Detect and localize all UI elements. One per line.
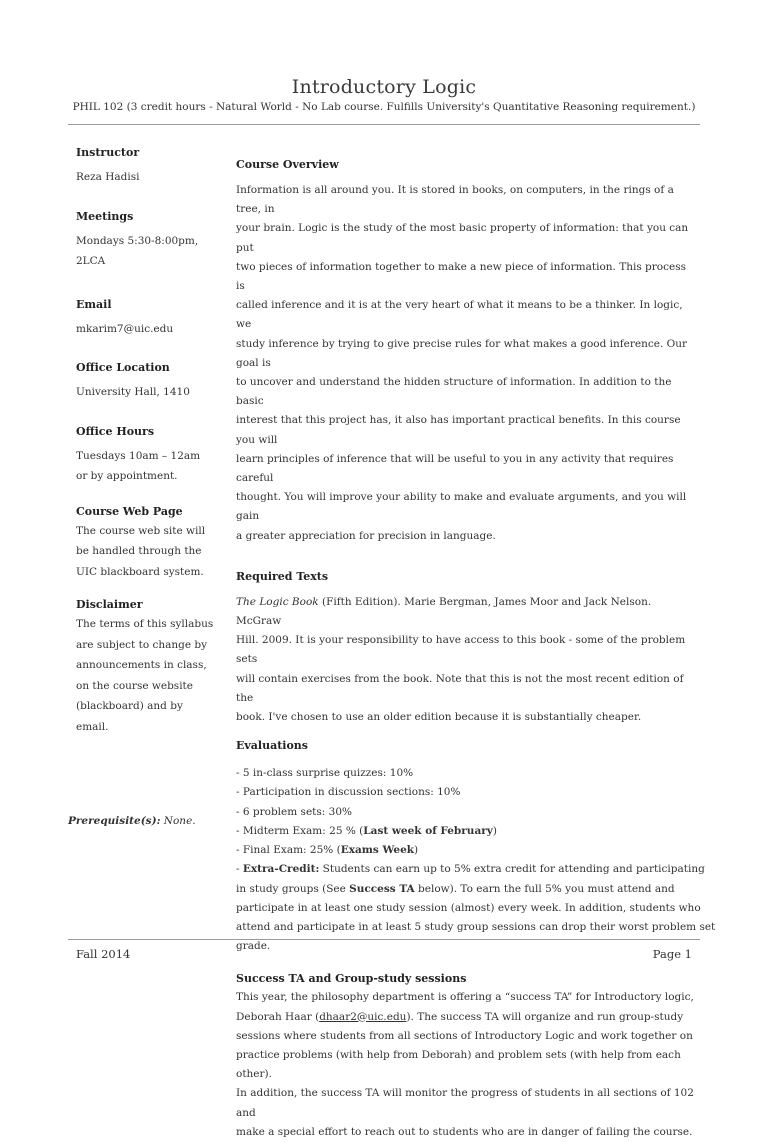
extra-credit-label: Extra-Credit:: [242, 863, 320, 876]
disclaimer-line: email.: [76, 720, 109, 733]
midterm-label: - Midterm Exam: 25 % (: [236, 824, 364, 837]
web-page-heading: Course Web Page: [76, 504, 183, 518]
final-date: Exams Week: [340, 844, 415, 857]
texts-line: [236, 593, 696, 631]
page-title: Introductory Logic: [291, 76, 477, 98]
overview-line: thought. You will improve your ability to make and evaluate arguments, and you will gain: [236, 491, 687, 523]
book-title: The Logic Book: [236, 595, 319, 608]
success-ta-line: make a special effort to reach out to students who are in danger of failing the course.: [236, 1125, 693, 1138]
overview-line: learn principles of inference that will be useful to you in any activity that requires careful: [236, 452, 674, 485]
instructor-name: Reza Hadisi: [76, 171, 140, 183]
web-page-line: be handled through the: [76, 545, 202, 557]
success-ta-paragraph: [236, 988, 696, 1142]
texts-line: Hill. 2009. It is your responsibility to have access to this book - some of the problem sets: [236, 634, 686, 666]
success-ta-ref: Success TA: [349, 882, 415, 895]
ta-name: Deborah Haar (: [236, 1010, 320, 1023]
extra-line-post: below). To earn the full 5% you must attend and: [414, 882, 675, 895]
course-subtitle: PHIL 102 (3 credit hours - Natural World - No Lab course. Fulfills University's Quantitative Reasoning requirement.): [72, 101, 696, 113]
overview-paragraph: [236, 181, 696, 546]
overview-line: to uncover and understand the hidden structure of information. In addition to the basic: [236, 376, 672, 408]
eval-quizzes: - 5 in-class surprise quizzes: 10%: [236, 767, 414, 780]
office-hours-time: Tuesdays 10am – 12am: [76, 449, 201, 462]
email-heading: Email: [76, 297, 112, 311]
ta-email-link[interactable]: dhaar2@uic.edu: [319, 1010, 407, 1023]
evaluations-heading: Evaluations: [236, 739, 308, 753]
overview-line: two pieces of information together to make a new piece of information. This process is: [236, 260, 686, 293]
midterm-date: Last week of February: [363, 824, 493, 837]
overview-line: your brain. Logic is the study of the most basic property of information: that you can put: [236, 222, 689, 254]
eval-extra-credit: [236, 860, 705, 879]
disclaimer-line: on the course website: [76, 679, 193, 692]
overview-line: interest that this project has, it also has important practical benefits. In this course you will: [236, 414, 681, 446]
ta-description: ). The success TA will organize and run group-study: [406, 1010, 684, 1023]
disclaimer-line: are subject to change by: [76, 638, 208, 651]
office-location-heading: Office Location: [76, 361, 170, 374]
meetings-room: 2LCA: [76, 255, 106, 267]
eval-participation: - Participation in discussion sections: 10%: [236, 786, 461, 799]
meetings-time: Mondays 5:30-8:00pm,: [76, 234, 199, 247]
overview-line: a greater appreciation for precision in language.: [236, 529, 496, 542]
instructor-heading: Instructor: [76, 146, 140, 159]
disclaimer-text: [76, 614, 216, 737]
final-label: - Final Exam: 25% (: [236, 844, 341, 857]
extra-credit-line: [236, 880, 696, 899]
disclaimer-line: announcements in class,: [76, 659, 207, 671]
texts-paragraph: [236, 593, 696, 727]
success-ta-line: This year, the philosophy department is offering a “success TA” for Introductory logic,: [236, 991, 694, 1004]
eval-final: [236, 841, 696, 860]
footer-rule: [68, 939, 700, 940]
prerequisite-value: None.: [163, 815, 196, 827]
disclaimer-line: (blackboard) and by: [76, 700, 183, 712]
success-ta-line: sessions where students from all sections of Introductory Logic and work together on: [236, 1029, 693, 1042]
final-close: ): [414, 844, 419, 857]
eval-problem-sets: - 6 problem sets: 30%: [236, 805, 352, 818]
web-page-line: UIC blackboard system.: [76, 565, 204, 578]
sidebar: [76, 146, 216, 737]
web-page-text: [76, 521, 216, 583]
evaluations-list: [236, 764, 716, 956]
overview-line: called inference and it is at the very heart of what it means to be a thinker. In logic, we: [236, 299, 683, 331]
eval-midterm: [236, 822, 696, 841]
overview-heading: Course Overview: [236, 158, 339, 171]
midterm-close: ): [492, 824, 497, 837]
extra-credit-line: attend and participate in at least 5 study group sessions can drop their worst problem set: [236, 920, 716, 933]
prerequisite-note: [68, 815, 196, 827]
extra-credit-line: participate in at least one study session (almost) every week. In addition, students who: [236, 901, 701, 914]
texts-line: book. I've chosen to use an older edition because it is substantially cheaper.: [236, 711, 642, 724]
main-content: [236, 158, 716, 1142]
office-hours-text: [76, 446, 216, 487]
texts-line: will contain exercises from the book. Note that this is not the most recent edition of the: [236, 672, 684, 704]
overview-line: Information is all around you. It is stored in books, on computers, in the rings of a tree, in: [236, 184, 674, 216]
meetings-heading: Meetings: [76, 209, 134, 223]
success-ta-heading: Success TA and Group-study sessions: [236, 972, 467, 986]
office-location-text: University Hall, 1410: [76, 386, 190, 398]
extra-line-pre: in study groups (See: [236, 882, 350, 895]
disclaimer-line: The terms of this syllabus: [76, 618, 214, 630]
extra-credit-text: Students can earn up to 5% extra credit for attending and participating: [319, 863, 705, 876]
meetings-text: [76, 231, 216, 272]
extra-prefix: -: [236, 863, 243, 876]
overview-line: study inference by trying to give precise rules for what makes a good inference. Our goal is: [236, 337, 688, 369]
email-address[interactable]: mkarim7@uic.edu: [76, 322, 174, 335]
success-ta-line: practice problems (with help from Deborah) and problem sets (with help from each other).: [236, 1048, 681, 1081]
office-hours-heading: Office Hours: [76, 424, 155, 438]
extra-credit-line: grade.: [236, 940, 271, 953]
book-details: (Fifth Edition). Marie Bergman, James Moor and Jack Nelson. McGraw: [236, 595, 652, 628]
footer-term: Fall 2014: [76, 947, 131, 961]
office-hours-note: or by appointment.: [76, 470, 178, 482]
prerequisite-label: Prerequisite(s):: [68, 815, 161, 827]
success-ta-line: In addition, the success TA will monitor the progress of students in all sections of 102 and: [236, 1087, 694, 1119]
header-rule: [68, 124, 700, 125]
web-page-line: The course web site will: [76, 524, 206, 537]
texts-heading: Required Texts: [236, 569, 329, 583]
disclaimer-heading: Disclaimer: [76, 598, 143, 611]
footer-page-number: Page 1: [652, 947, 692, 961]
